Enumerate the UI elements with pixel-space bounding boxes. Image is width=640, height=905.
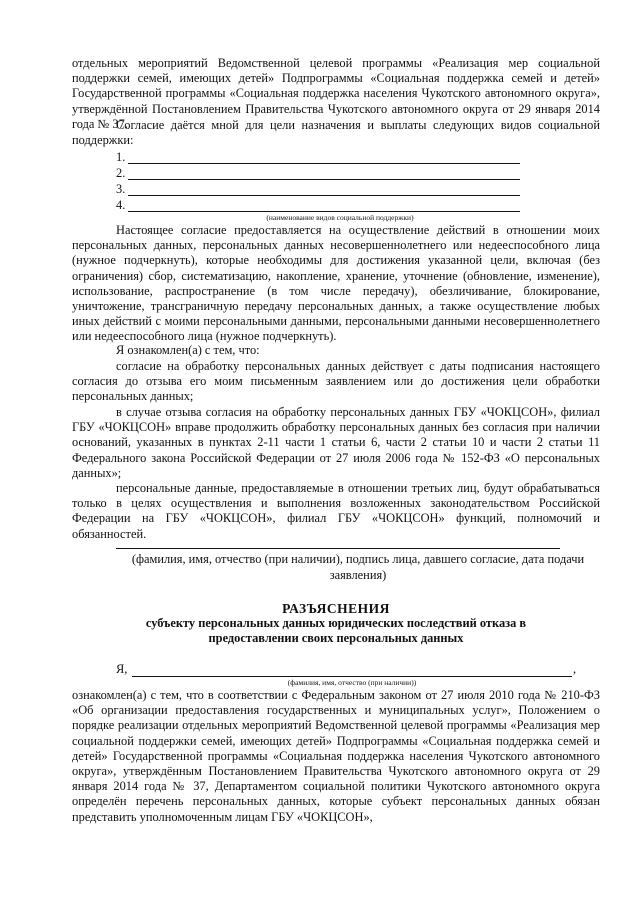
support-item-blank[interactable]	[128, 179, 520, 180]
support-item-blank[interactable]	[128, 195, 520, 196]
signature-line[interactable]	[116, 548, 560, 549]
name-caption: (фамилия, имя, отчество (при наличии))	[287, 678, 417, 687]
withdrawal-paragraph: в случае отзыва согласия на обработку персональных данных ГБУ «ЧОКЦСОН», филиал ГБУ «ЧОКЦСОН» вправе продолжить обработку персональных данных без согласия при наличии оснований, указанных в пунктах 2-11 части 1 статьи 6, части 2 статьи 10 и части 2 статьи 11 Федерального закона Российской Федерации от 27 июля 2006 года № 152-ФЗ «О персональных данных»;	[72, 405, 600, 480]
third-parties-paragraph: персональные данные, предоставляемые в отношении третьих лиц, будут обрабатываться только в целях осуществления и выполнения возложенных законодательством Российской Федерации на ГБУ «ЧОКЦСОН», филиал ГБУ «ЧОКЦСОН» функций, полномочий и обязанностей.	[72, 481, 600, 541]
signature-caption: (фамилия, имя, отчество (при наличии), подпись лица, давшего согласие, дата подачи заявления)	[131, 552, 585, 582]
support-item-number: 2.	[116, 166, 126, 180]
program-paragraph: отдельных мероприятий Ведомственной целевой программы «Реализация мер социальной поддержки семей, имеющих детей» Подпрограммы «Социальная поддержка семей и детей» Государственной программы «Социальная поддержка населения Чукотского автономного округа», утверждённой Постановлением Правительства Чукотского автономного округа от 29 января 2014 года № 37.	[72, 56, 600, 131]
support-item-blank[interactable]	[128, 163, 520, 164]
explanation-title: РАЗЪЯСНЕНИЯ	[282, 601, 390, 616]
support-item-blank[interactable]	[128, 211, 520, 212]
actions-paragraph: Настоящее согласие предоставляется на осуществление действий в отношении моих персональных данных, персональных данных несовершеннолетнего или недееспособного лица (нужное подчеркнуть), которые необходимы для достижения указанной цели, включая (без ограничения) сбор, систематизацию, накопление, хранение, уточнение (обновление, изменение), использование, распространение (в том числе передачу), обезличивание, блокирование, уничтожение, трансграничную передачу персональных данных, а также осуществление любых иных действий с моими персональными данными, персональными данными несовершеннолетнего или недееспособного лица (нужное подчеркнуть).	[72, 223, 600, 344]
validity-paragraph: согласие на обработку персональных данных действует с даты подписания настоящего согласия до отзыва его моим письменным заявлением или до достижения цели обработки персональных данных;	[72, 359, 600, 404]
support-item-number: 1.	[116, 150, 126, 164]
support-item-number: 3.	[116, 182, 126, 196]
support-item-number: 4.	[116, 198, 126, 212]
i-label: Я,	[116, 662, 128, 676]
explanation-paragraph: ознакомлен(а) с тем, что в соответствии с Федеральным законом от 27 июля 2010 года № 210-ФЗ «Об организации предоставления государственных и муниципальных услуг», Положением о порядке реализации отдельных мероприятий Ведомственной целевой программы «Реализация мер социальной поддержки семей, имеющих детей» Подпрограммы «Социальная поддержка семей и детей» Государственной программы «Социальная поддержка населения Чукотского автономного округа», утверждённым Постановлением Правительства Чукотского автономного округа от 29 января 2014 года № 37, Департаментом социальной политики Чукотского автономного округа определён перечень персональных данных, которые субъект персональных данных обязан представить уполномоченным лицам ГБУ «ЧОКЦСОН»,	[72, 688, 600, 824]
name-line[interactable]	[132, 676, 572, 677]
explanation-subtitle: субъекту персональных данных юридических последствий отказа в предоставлении своих персональных данных	[145, 616, 527, 645]
support-caption: (наименование видов социальной поддержки)	[266, 213, 414, 222]
i-comma: ,	[573, 662, 577, 676]
purpose-paragraph: Согласие даётся мной для цели назначения и выплаты следующих видов социальной поддержки:	[72, 118, 600, 148]
informed-paragraph: Я ознакомлен(а) с тем, что:	[116, 343, 260, 357]
